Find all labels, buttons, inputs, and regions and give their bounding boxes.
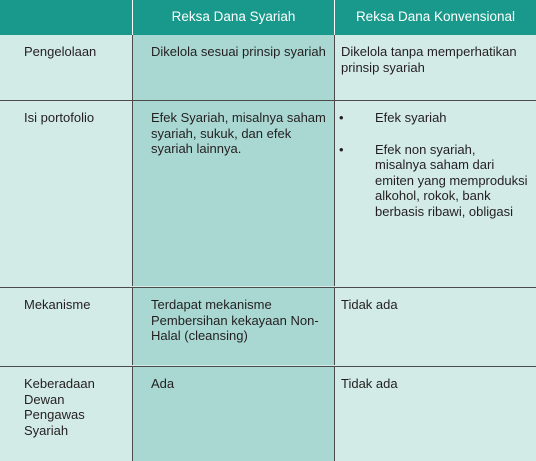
table-row [0, 367, 536, 461]
header-cell-empty [0, 0, 132, 35]
table-header [0, 0, 536, 35]
cell-syariah: Dikelola sesuai prinsip syariah [133, 35, 334, 100]
header-cell-syariah: Reksa Dana Syariah [133, 0, 334, 35]
row-label: Pengelolaan [24, 44, 97, 59]
column-divider [132, 288, 133, 365]
cell-konvensional [335, 101, 536, 286]
table-row [0, 35, 536, 100]
row-label: Isi portofolio [24, 110, 95, 125]
table-row [0, 288, 536, 365]
column-divider [334, 367, 335, 461]
column-divider [132, 35, 133, 100]
cell-konvensional: Tidak ada [341, 376, 398, 391]
row-label: Mekanisme [24, 297, 91, 312]
column-divider [334, 35, 335, 100]
cell-konvensional: Tidak ada [341, 297, 398, 312]
header-divider [132, 0, 133, 35]
column-divider [132, 101, 133, 286]
column-divider [132, 367, 133, 461]
row-label: Keberadaan Dewan Pengawas Syariah [24, 376, 95, 438]
cell-konvensional: Dikelola tanpa memperhatikan prinsip syariah [341, 44, 517, 75]
column-divider [334, 288, 335, 365]
column-divider [334, 101, 335, 286]
header-divider [334, 0, 335, 35]
cell-syariah: Terdapat mekanisme Pembersihan kekayaan Non-Halal (cleansing) [133, 288, 334, 365]
list-item: • Efek non syariah, misalnya saham dari emiten yang memproduksi alkohol, rokok, bank berbasis ribawi, obligasi [335, 142, 530, 220]
header-cell-konvensional: Reksa Dana Konvensional [355, 9, 516, 24]
cell-syariah: Ada [133, 367, 334, 461]
table-row [0, 101, 536, 286]
cell-syariah: Efek Syariah, misalnya saham syariah, sukuk, dan efek syariah lainnya. [133, 101, 334, 286]
list-item: • Efek syariah [335, 110, 530, 126]
bullet-list [335, 110, 530, 219]
